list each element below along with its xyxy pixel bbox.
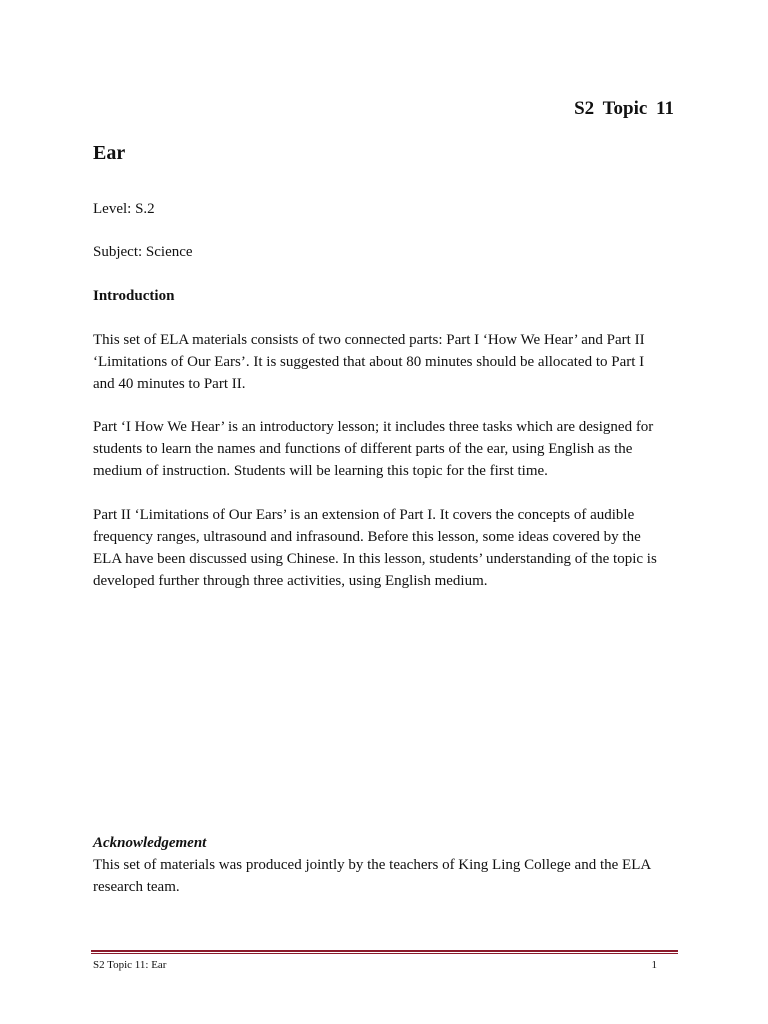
paragraph-line: Part II ‘Limitations of Our Ears’ is an extension of Part I. It covers the concepts of audible bbox=[93, 507, 635, 523]
footer-rule bbox=[91, 950, 678, 954]
acknowledgement-heading: Acknowledgement bbox=[93, 835, 207, 851]
level-line: Level: S.2 bbox=[93, 201, 155, 217]
paragraph-line: medium of instruction. Students will be learning this topic for the first time. bbox=[93, 463, 548, 479]
paragraph-line: frequency ranges, ultrasound and infrasound. Before this lesson, some ideas covered by the bbox=[93, 529, 641, 545]
introduction-heading: Introduction bbox=[93, 288, 175, 304]
paragraph-line: Part ‘I How We Hear’ is an introductory lesson; it includes three tasks which are designed for bbox=[93, 419, 654, 435]
intro-paragraph-2 bbox=[93, 416, 678, 482]
paragraph-line: This set of materials was produced jointly by the teachers of King Ling College and the ELA bbox=[93, 857, 652, 873]
paragraph-line: students to learn the names and functions of different parts of the ear, using English as the bbox=[93, 441, 633, 457]
paragraph-line: ELA have been discussed using Chinese. In this lesson, students’ understanding of the topic is bbox=[93, 551, 657, 567]
paragraph-line: developed further through three activities, using English medium. bbox=[93, 573, 488, 589]
topic-header: S2 Topic 11 bbox=[574, 98, 674, 119]
paragraph-line: ‘Limitations of Our Ears’. It is suggested that about 80 minutes should be allocated to Part I bbox=[93, 354, 645, 370]
paragraph-line: and 40 minutes to Part II. bbox=[93, 376, 246, 392]
subject-line: Subject: Science bbox=[93, 244, 193, 260]
paragraph-line: This set of ELA materials consists of two connected parts: Part I ‘How We Hear’ and Part II bbox=[93, 332, 645, 348]
acknowledgement-paragraph bbox=[93, 854, 678, 898]
intro-paragraph-3 bbox=[93, 504, 678, 592]
footer-title: S2 Topic 11: Ear bbox=[93, 959, 167, 971]
page-number: 1 bbox=[651, 959, 657, 971]
intro-paragraph-1 bbox=[93, 329, 678, 395]
page-title: Ear bbox=[93, 142, 126, 164]
paragraph-line: research team. bbox=[93, 879, 180, 895]
